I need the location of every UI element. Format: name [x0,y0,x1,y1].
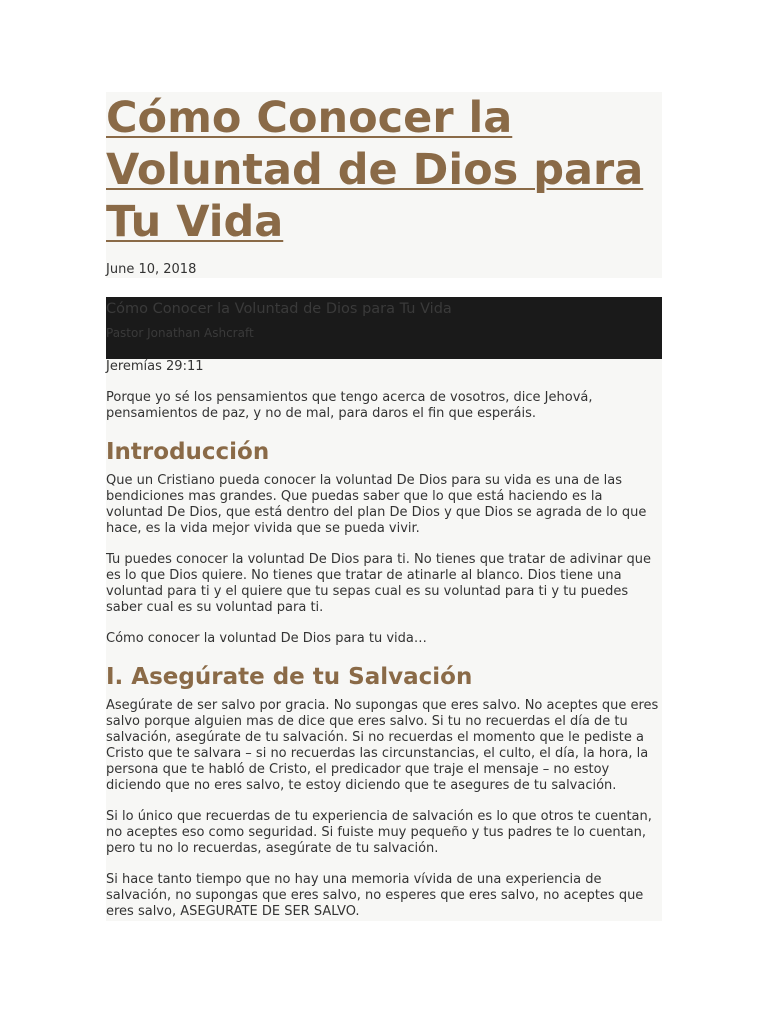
section-1-paragraph-1: Asegúrate de ser salvo por gracia. No supongas que eres salvo. No aceptes que eres salvo porque alguien mas de dice que eres salvo. Si tu no recuerdas el día de tu salvación, asegúrate de tu salvación. Si no recuerdas el momento que le pediste a Cristo que te salvara – si no recuerdas las circunstancias, el culto, el día, la hora, la persona que te habló de Cristo, el predicador que traje el mensaje – no estoy diciendo que no eres salvo, te estoy diciendo que te asegures de tu salvación. [106,698,659,793]
scripture-text: Porque yo sé los pensamientos que tengo acerca de vosotros, dice Jehová, pensamientos de paz, y no de mal, para daros el fin que esperáis. [106,390,593,421]
intro-paragraph-1: Que un Cristiano pueda conocer la voluntad De Dios para su vida es una de las bendiciones mas grandes. Que puedas saber que lo que está haciendo es la voluntad De Dios, que está dentro del plan De Dios y que Dios se agrada de lo que hace, es la vida mejor vivida que se pueda vivir. [106,473,647,536]
intro-paragraph-3: Cómo conocer la voluntad De Dios para tu vida… [106,631,427,646]
article-date: June 10, 2018 [106,262,197,277]
intro-heading: Introducción [106,439,270,465]
intro-paragraph-2: Tu puedes conocer la voluntad De Dios para ti. No tienes que tratar de adivinar que es lo que Dios quiere. No tienes que tratar de atinarle al blanco. Dios tiene una voluntad para ti y el quiere que tu sepas cual es su voluntad para ti y tu puedes saber cual es su voluntad para ti. [106,552,651,615]
scripture-reference: Jeremías 29:11 [106,359,204,374]
video-embed[interactable] [106,297,662,359]
article-title[interactable]: Cómo Conocer la Voluntad de Dios para Tu Vida [106,93,644,247]
video-author: Pastor Jonathan Ashcraft [106,326,254,340]
video-title[interactable]: Cómo Conocer la Voluntad de Dios para Tu Vida [106,301,452,317]
section-1-paragraph-2: Si lo único que recuerdas de tu experiencia de salvación es lo que otros te cuentan, no aceptes eso como seguridad. Si fuiste muy pequeño y tus padres te lo cuentan, pero tu no lo recuerdas, asegúrate de tu salvación. [106,809,652,856]
article-content [106,359,662,935]
section-1-paragraph-3: Si hace tanto tiempo que no hay una memoria vívida de una experiencia de salvación, no supongas que eres salvo, no esperes que eres salvo, no aceptes que eres salvo, ASEGURATE DE SER SALVO. [106,872,644,919]
section-1-heading: I. Asegúrate de tu Salvación [106,664,473,690]
